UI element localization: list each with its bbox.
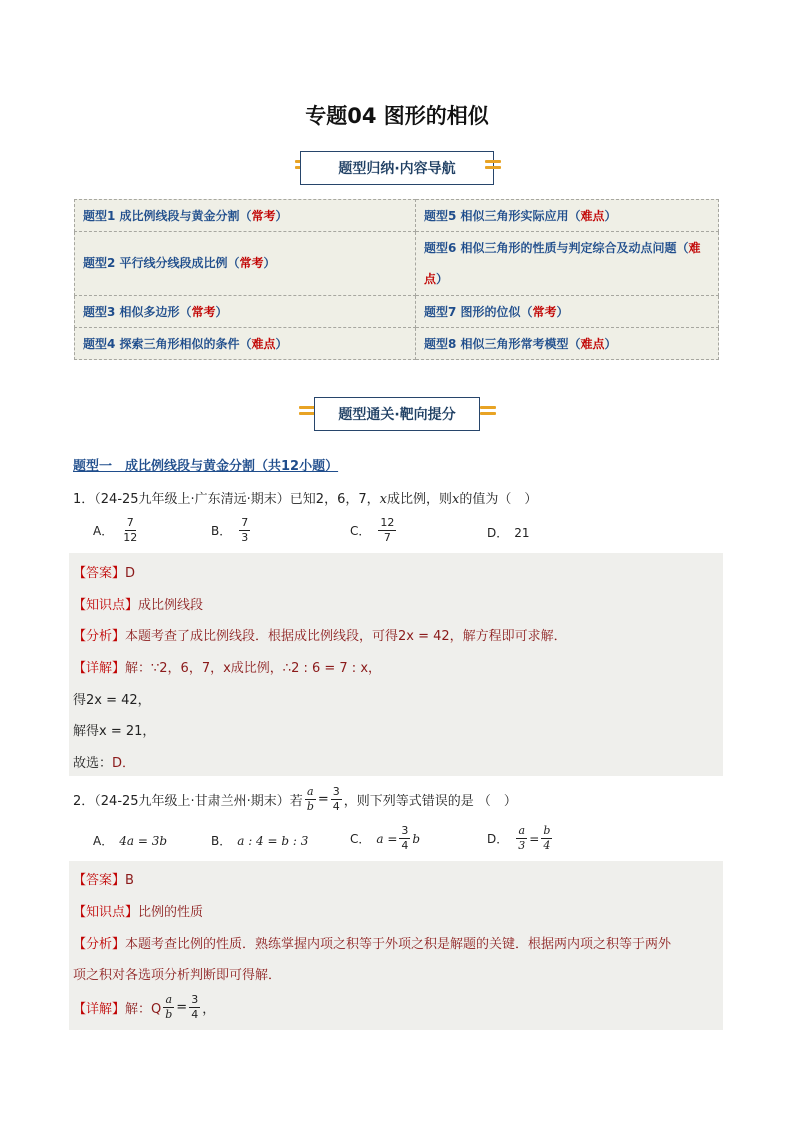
q2-option-c[interactable]: C． a = $\frac{3}{4}$ b — [350, 824, 421, 852]
q2-analysis-cont: 项之积对各选项分析判断即可得解． — [73, 968, 282, 983]
q1-step: 解得x = 21， — [73, 724, 156, 739]
toc-banner-label: 题型归纳·内容导航 — [300, 151, 494, 185]
toc-item[interactable]: 题型4 探索三角形相似的条件（难点） — [75, 328, 416, 360]
toc-item[interactable]: 题型3 相似多边形（常考） — [75, 296, 416, 328]
toc-item[interactable]: 题型8 相似三角形常考模型（难点） — [416, 328, 719, 360]
question-2-stem: 2．（24-25九年级上·甘肃兰州·期末）若 $\frac{a}{b}$ = $\frac{3}{4}$ ，则下列等式错误的是 （ ） — [73, 785, 517, 813]
practice-banner — [0, 397, 794, 433]
toc-banner — [0, 151, 794, 187]
q1-option-c[interactable]: C． $\frac{12}{7}$ — [350, 516, 395, 544]
q1-analysis: 【分析】本题考查了成比例线段．根据成比例线段，可得2x = 42，解方程即可求解． — [73, 629, 567, 644]
toc-item[interactable]: 题型1 成比例线段与黄金分割（常考） — [75, 200, 416, 232]
toc-row — [75, 328, 719, 360]
q1-knowledge: 【知识点】成比例线段 — [73, 598, 204, 613]
toc-table — [74, 199, 719, 360]
q1-step: 故选：D． — [73, 756, 136, 771]
q2-option-b[interactable]: B． a : 4 = b : 3 — [211, 833, 309, 848]
banner-right-icon — [480, 406, 496, 422]
q1-option-a[interactable]: A． $\frac{7}{12}$ — [93, 516, 138, 544]
q2-answer: 【答案】B — [73, 873, 134, 888]
q2-option-a[interactable]: A． 4a = 3b — [93, 833, 168, 848]
toc-row — [75, 232, 719, 296]
banner-right-icon — [485, 160, 501, 176]
toc-row — [75, 200, 719, 232]
toc-row — [75, 296, 719, 328]
q1-detail: 【详解】解：∵2，6，7，x成比例，∴2 : 6 = 7 : x， — [73, 661, 382, 676]
q1-answer: 【答案】D — [73, 566, 136, 581]
q1-option-b[interactable]: B． $\frac{7}{3}$ — [211, 516, 249, 544]
practice-banner-label: 题型通关·靶向提分 — [314, 397, 480, 431]
q1-step: 得2x = 42， — [73, 693, 151, 708]
toc-item[interactable]: 题型6 相似三角形的性质与判定综合及动点问题（难点） — [416, 232, 719, 296]
q2-option-d[interactable]: D． $\frac{a}{3}$ = $\frac{b}{4}$ — [487, 824, 551, 852]
toc-item[interactable]: 题型5 相似三角形实际应用（难点） — [416, 200, 719, 232]
q2-analysis: 【分析】本题考查比例的性质．熟练掌握内项之积等于外项之积是解题的关键．根据两内项之积等于两外 — [73, 937, 672, 952]
section-heading: 题型一 成比例线段与黄金分割（共12小题） — [73, 459, 339, 474]
toc-item[interactable]: 题型7 图形的位似（常考） — [416, 296, 719, 328]
banner-left-icon — [299, 406, 315, 422]
q2-detail: 【详解】 解：Q $\frac{a}{b}$ = $\frac{3}{4}$ ， — [73, 993, 216, 1021]
q2-knowledge: 【知识点】比例的性质 — [73, 905, 204, 920]
toc-item[interactable]: 题型2 平行线分线段成比例（常考） — [75, 232, 416, 296]
page-title: 专题04 图形的相似 — [305, 104, 489, 128]
question-1-stem: 1．（24-25九年级上·广东清远·期末）已知2，6，7，x成比例，则x的值为（ ） — [73, 492, 538, 507]
q1-option-d[interactable]: D． 21 — [487, 525, 530, 540]
